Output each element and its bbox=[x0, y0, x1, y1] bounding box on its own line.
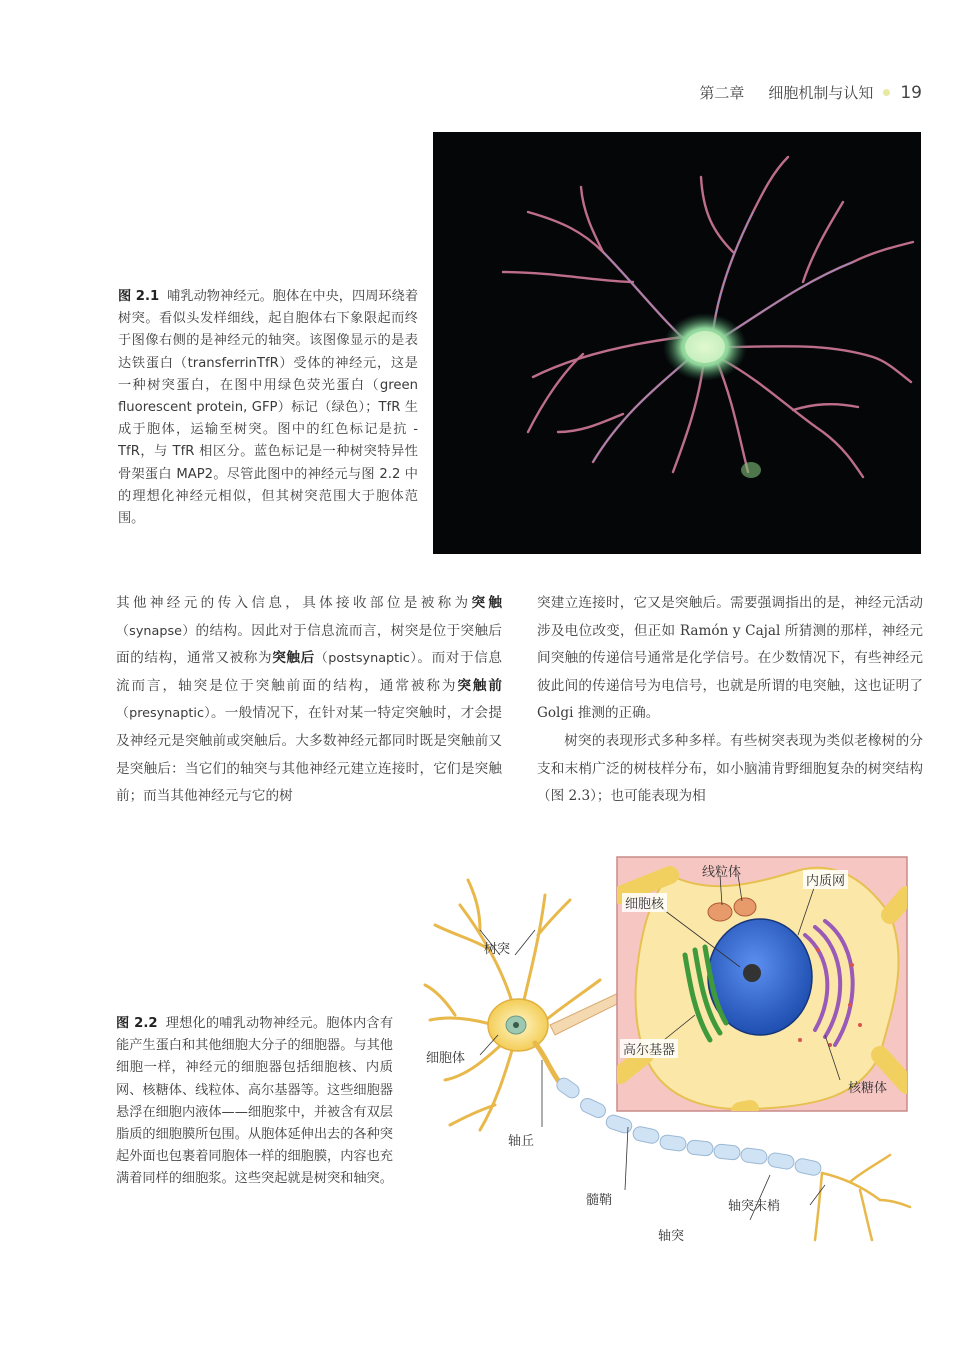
neuron-micrograph-drawing bbox=[433, 132, 921, 554]
body-column-left bbox=[116, 590, 502, 811]
figure-2-1-label: 图 2.1 bbox=[118, 289, 160, 304]
label-axon-terminal: 轴突末梢 bbox=[728, 1199, 781, 1214]
running-header bbox=[699, 82, 922, 103]
term-presynaptic-en: （presynaptic） bbox=[116, 706, 211, 722]
term-synapse-en: （synapse） bbox=[116, 623, 196, 639]
label-myelin: 髓鞘 bbox=[586, 1193, 613, 1208]
body-paragraph-left bbox=[116, 590, 502, 811]
label-golgi: 高尔基器 bbox=[620, 1039, 678, 1058]
figure-2-2-label: 图 2.2 bbox=[116, 1016, 158, 1031]
figure-2-2-text: 理想化的哺乳动物神经元。胞体内含有能产生蛋白和其他细胞大分子的细胞器。与其他细胞一样，神经元的细胞器包括细胞核、内质网、核糖体、线粒体、高尔基器等。这些细胞器悬浮在细胞内液体——细胞浆中，并被含有双层脂质的细胞膜所包围。从胞体延伸出去的各种突起外面也包裹着同胞体一样的细胞膜，内容也充满着同样的细胞浆。这些突起就是树突和轴突。 bbox=[116, 1016, 394, 1187]
label-ribosome: 核糖体 bbox=[848, 1081, 888, 1096]
figure-2-2-caption bbox=[116, 1013, 393, 1191]
label-axon: 轴突 bbox=[658, 1229, 685, 1244]
term-synapse: 突触 bbox=[471, 595, 503, 611]
header-dot bbox=[883, 89, 890, 96]
label-er: 内质网 bbox=[803, 870, 848, 889]
body-paragraph-right-1: 突建立连接时，它又是突触后。需要强调指出的是，神经元活动涉及电位改变，但正如 Ramón y Cajal 所猜测的那样，神经元间突触的传递信号通常是化学信号。在少数情况下，有些神经元彼此间的传递信号为电信号，也就是所谓的电突触，这也证明了 Golgi 推测的正确。 bbox=[537, 595, 923, 722]
chapter-title: 细胞机制与认知 bbox=[768, 84, 874, 102]
figure-2-1-caption bbox=[118, 286, 418, 530]
term-postsynaptic-en: （postsynaptic） bbox=[314, 651, 418, 667]
chapter-number: 第二章 bbox=[699, 84, 745, 102]
page-number: 19 bbox=[900, 82, 922, 103]
text-run: 其他神经元的传入信息，具体接收部位是被称为 bbox=[116, 595, 472, 611]
label-nucleus: 细胞核 bbox=[622, 893, 667, 912]
idealized-neuron-diagram bbox=[420, 855, 920, 1255]
text-run: 的结构。因此对于信息流而言，树突是位于突触后面的结构，通常又被称为 bbox=[116, 622, 503, 667]
figure-2-1-text: 哺乳动物神经元。胞体在中央，四周环绕着树突。看似头发样细线，起自胞体右下象限起而终于图像右侧的是神经元的轴突。该图像显示的是表达铁蛋白（transferrinTfR）受体的神经元，这是一种树突蛋白，在图中用绿色荧光蛋白（green fluorescent protein, GFP）标记（绿色）；TfR 生成于胞体，运输至树突。图中的红色标记是抗 -TfR，与 TfR 相区分。蓝色标记是一种树突特异性骨架蛋白 MAP2。尽管此图中的神经元与图 2.2 中的理想化神经元相似，但其树突范围大于胞体范围。 bbox=[118, 289, 419, 527]
body-paragraph-right-2: 树突的表现形式多种多样。有些树突表现为类似老橡树的分支和末梢广泛的树枝样分布，如小脑浦肯野细胞复杂的树突结构（图 2.3）；也可能表现为相 bbox=[537, 732, 923, 805]
label-mitochondria: 线粒体 bbox=[702, 865, 742, 880]
label-dendrite: 树突 bbox=[484, 942, 511, 957]
term-presynaptic: 突触前 bbox=[457, 677, 503, 694]
text-run: 。而对于信息流而言，轴突是位于突触前面的结构，通常被称为 bbox=[116, 650, 503, 694]
term-postsynaptic: 突触后 bbox=[272, 650, 315, 667]
neuron-micrograph bbox=[433, 132, 921, 554]
body-column-right bbox=[537, 590, 923, 811]
text-run: 。一般情况下，在针对某一特定突触时，才会提及神经元是突触前或突触后。大多数神经元都同时既是突触前又是突触后：当它们的轴突与其他神经元建立连接时，它们是突触前；而当其他神经元与它的树 bbox=[116, 705, 502, 805]
label-axon-hillock: 轴丘 bbox=[508, 1134, 535, 1149]
label-soma: 细胞体 bbox=[426, 1051, 466, 1066]
